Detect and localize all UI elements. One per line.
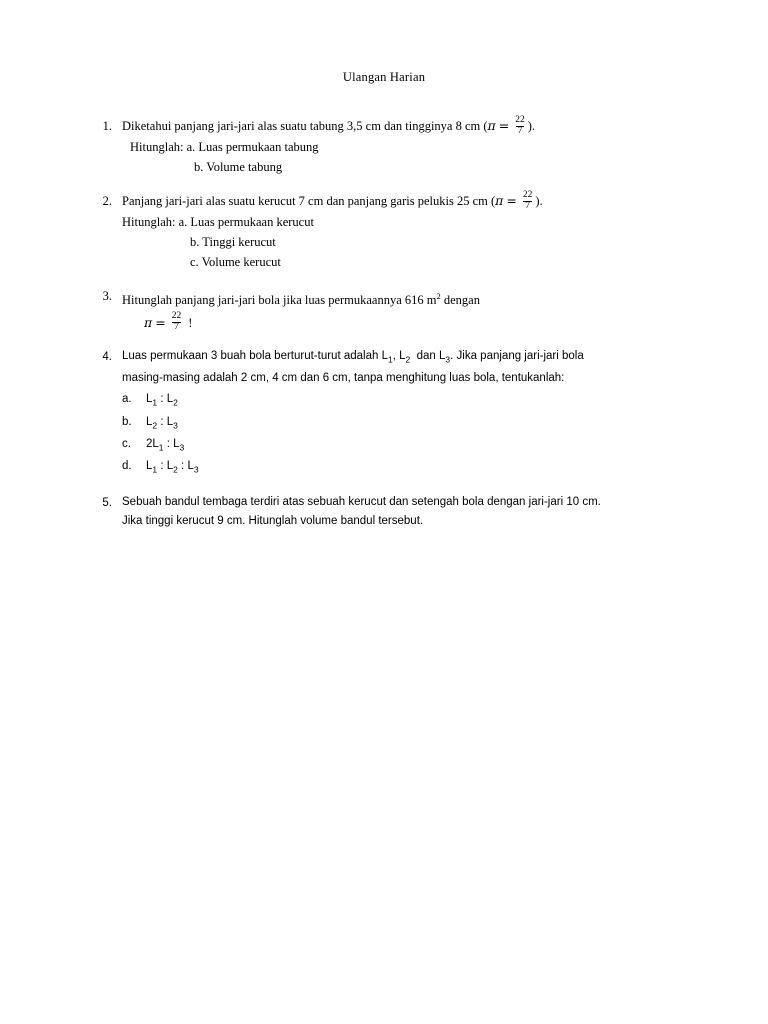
question-item-3	[86, 286, 696, 333]
list-item	[122, 435, 696, 457]
question-subline: Hitunglah: a. Luas permukaan tabung	[130, 139, 319, 154]
question-number: 1.	[102, 119, 112, 133]
list-item	[122, 390, 696, 412]
list-item-text: $L_1$ : $L_2$ : $L_3$	[146, 460, 199, 475]
question-subline: c. Volume kerucut	[190, 254, 281, 269]
fraction-denominator: 7	[517, 125, 523, 136]
question-text-line: Hitunglah panjang jari-jari bola jika luas permukaannya 616 $m^2$ dengan	[122, 290, 480, 308]
question-text-line: Jika tinggi kerucut 9 cm. Hitunglah volume bandul tersebut.	[122, 515, 424, 528]
equals-sign: =	[506, 193, 517, 209]
fraction-numerator: 22	[515, 115, 525, 125]
question-subline: b. Tinggi kerucut	[190, 234, 276, 249]
question-text-line: Panjang jari-jari alas suatu kerucut 7 cm dan panjang garis pelukis 25 cm ( π = $\frac{22}{7}$ ).	[122, 189, 543, 211]
question-text-line: Luas permukaan 3 buah bola berturut-turut adalah $L_1$, $L_2$ dan $L_3$. Jika panjang jari-jari bola	[122, 349, 584, 365]
fraction-numerator: 22	[171, 311, 182, 322]
equals-sign: =	[155, 314, 166, 330]
fraction-22-7	[170, 312, 184, 333]
pi-symbol: π	[144, 314, 153, 330]
question-formula-line	[122, 312, 192, 333]
question-number: 4.	[102, 350, 112, 363]
question-tail: ).	[535, 194, 543, 209]
question-number: 3.	[102, 288, 112, 303]
list-item-label: a.	[122, 393, 132, 406]
question-text-line: Diketahui panjang jari-jari alas suatu tabung 3,5 cm dan tingginya 8 cm ( π = $\frac{22}{7}$ ).	[122, 115, 536, 136]
equals-sign: =	[498, 118, 510, 134]
exponent: 2	[436, 290, 441, 301]
question-text-line: masing-masing adalah 2 cm, 4 cm dan 6 cm, tanpa menghitung luas bola, tentukanlah:	[122, 372, 565, 385]
question-number: 5.	[102, 497, 112, 510]
pi-symbol: π	[495, 193, 504, 209]
fraction-22-7	[521, 191, 535, 212]
list-item-label: d.	[122, 460, 132, 473]
list-item-text: $L_1$ : $L_2$	[146, 393, 178, 408]
fraction-denominator: 7	[174, 322, 179, 332]
question-tail: ).	[527, 119, 536, 134]
list-item-label: b.	[122, 415, 132, 428]
question-item-1	[86, 116, 696, 177]
question-item-5	[86, 493, 696, 531]
fraction-22-7	[513, 116, 527, 137]
question-item-4	[86, 347, 696, 479]
list-item-label: c.	[122, 437, 131, 450]
list-item	[122, 413, 696, 435]
question-subline: Hitunglah: a. Luas permukaan kerucut	[122, 214, 314, 229]
page-title: Ulangan Harian	[342, 70, 426, 84]
list-item	[122, 457, 696, 479]
fraction-numerator: 22	[522, 189, 533, 200]
fraction-denominator: 7	[525, 200, 530, 211]
pi-symbol: π	[487, 118, 496, 134]
questions-container	[86, 116, 696, 545]
question-number: 2.	[102, 193, 112, 208]
question-text-line: Sebuah bandul tembaga terdiri atas sebuah kerucut dan setengah bola dengan jari-jari 10 cm.	[122, 496, 601, 509]
question-tail: !	[188, 315, 193, 330]
question-subitems	[122, 390, 696, 479]
list-item-text: $L_2$ : $L_3$	[146, 415, 178, 430]
question-item-2	[86, 191, 696, 272]
question-subline: b. Volume tabung	[194, 159, 283, 174]
list-item-text: $2L_1$ : $L_3$	[146, 437, 185, 453]
